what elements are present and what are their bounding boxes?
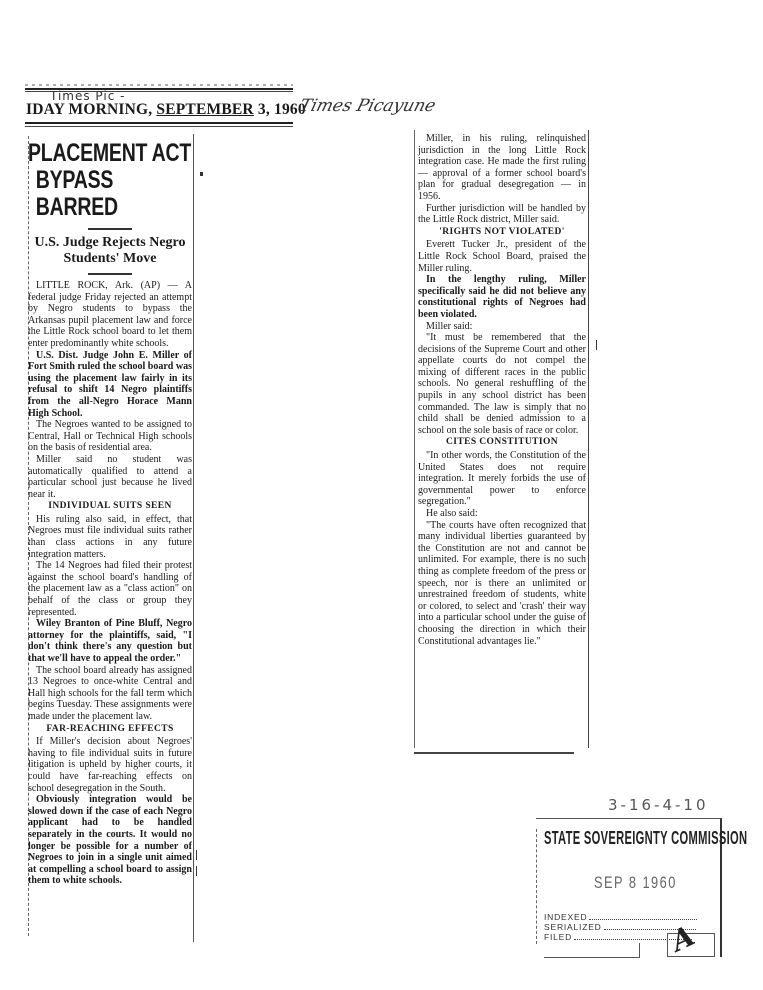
- paragraph: U.S. Dist. Judge John E. Miller of Fort Smith ruled the school board was using the placement law fairly in its refusal to shift 14 Negro plaintiffs from the all-Negro Horace Mann High School.: [28, 349, 192, 419]
- paragraph: Miller said no student was automatically qualified to attend a particular school just because he lived near it.: [28, 453, 192, 500]
- paragraph: LITTLE ROCK, Ark. (AP) — A federal judge Friday rejected an attempt by Negro students to bypass the Arkansas pupil placement law and force the Little Rock school board to let them enter predominantly white schools.: [28, 280, 192, 349]
- margin-mark: [196, 850, 197, 860]
- dateline-rest: 3, 1960: [257, 101, 306, 118]
- paragraph: Everett Tucker Jr., president of the Little Rock School Board, praised the Miller ruling.: [418, 239, 586, 274]
- stamp-field-indexed: INDEXED: [544, 912, 697, 922]
- headline-line-1: PLACEMENT ACT: [28, 139, 192, 167]
- paragraph: Further jurisdiction will be handled by the Little Rock district, Miller said.: [418, 202, 586, 226]
- headline-divider: [88, 228, 132, 230]
- paragraph: Miller, in his ruling, relinquished jurisdiction in the long Little Rock integration case. He made the first ruling — approval of a former school board's plan for gradual desegregation — in 1956.: [418, 133, 586, 202]
- handwritten-initials: A: [666, 918, 700, 959]
- paragraph: In the lengthy ruling, Miller specifically said he did not believe any constitutional rights of Negroes had been violated.: [418, 274, 586, 320]
- article-right-column: [418, 133, 586, 647]
- right-column-body: [418, 133, 586, 647]
- paragraph: "It must be remembered that the decisions of the Supreme Court and other appellate courts do not compel the mixing of different races in the public schools. No general reshuffling of the pupils in any school district has been commanded. The law is simply that no child shall be denied admission to a school on the sole basis of race or color.: [418, 332, 586, 436]
- paragraph: Miller said:: [426, 320, 473, 332]
- paragraph: Obviously integration would be slowed down if the case of each Negro applicant had to be handled separately in the courts. It would no longer be possible for a number of Negroes to join in a single unit aimed at compelling a school board to assign them to white schools.: [28, 794, 192, 887]
- stamp-left-border: [536, 829, 537, 944]
- paragraph: "In other words, the Constitution of the United States does not require integration. It merely forbids the use of governmental power to enforce segregation.": [418, 450, 586, 508]
- stamp-date: SEP 8 1960: [594, 873, 677, 892]
- paragraph: He also said:: [426, 508, 478, 519]
- article-left-column: [28, 140, 192, 887]
- paragraph: "The courts have often recognized that many individual liberties guaranteed by the Constitution are not and cannot be unlimited. For example, there is no such thing as complete freedom of the press or speech, nor is there an unlimited or unrestrained freedom of students, white or colored, to select and 'crash' their way into a particular school under the guise of choosing the direction in which their Constitutional advantages lie.": [418, 519, 586, 647]
- masthead-bottom-rule: [25, 122, 293, 124]
- paragraph: Wiley Branton of Pine Bluff, Negro attorney for the plaintiffs, said, "I don't think there's any question but that we'll have to appeal the order.": [28, 618, 192, 664]
- stamp-field-filed: FILED: [544, 932, 697, 942]
- subhead-divider: [88, 273, 132, 275]
- margin-mark: [196, 866, 197, 876]
- right-column-bottom-rule: [414, 752, 574, 754]
- stamp-title: STATE SOVEREIGNTY COMMISSION: [544, 828, 748, 848]
- stamp-box: [544, 943, 640, 958]
- paragraph: If Miller's decision about Negroes' having to file individual suits in future litigation is upheld by higher courts, it could have far-reaching effects on school desegregation in the South.: [28, 736, 192, 794]
- paragraph: The Negroes wanted to be assigned to Central, Hall or Technical High schools on the basis of residential area.: [28, 419, 192, 454]
- masthead-bottom-rule-thin: [25, 126, 293, 127]
- section-heading: 'RIGHTS NOT VIOLATED': [439, 226, 565, 237]
- left-column-body: [28, 280, 192, 887]
- stamp-field-serialized: SERIALIZED: [544, 922, 697, 932]
- dateline-month: SEPTEMBER: [156, 101, 254, 118]
- section-heading: CITES CONSTITUTION: [446, 437, 558, 448]
- handwritten-source: Times Picayune: [297, 96, 438, 116]
- left-column-right-border: [193, 134, 194, 942]
- subhead: U.S. Judge Rejects Negro Students' Move: [34, 235, 186, 266]
- section-heading: INDIVIDUAL SUITS SEEN: [48, 501, 172, 512]
- dateline: [26, 101, 306, 119]
- section-heading: FAR-REACHING EFFECTS: [46, 723, 174, 734]
- paragraph: The 14 Negroes had filed their protest against the school board's handling of the placement law as a "class action" on behalf of the class or group they represented.: [28, 560, 192, 618]
- paragraph: His ruling also said, in effect, that Negroes must file individual suits rather than class actions in any future integration matters.: [28, 513, 192, 560]
- masthead-dotted-rule: [25, 84, 293, 86]
- headline: [28, 140, 192, 221]
- right-column-right-border: [588, 130, 589, 748]
- margin-mark: [596, 340, 597, 350]
- paragraph: The school board already has assigned 13 Negroes to once-white Central and Hall high schools for the fall term which begins Tuesday. These assignments were made under the placement law.: [28, 664, 192, 722]
- right-column-left-border: [414, 130, 415, 748]
- handwritten-file-number: 3-16-4-10: [608, 796, 709, 814]
- dateline-prefix: IDAY MORNING,: [26, 101, 153, 118]
- headline-line-2: BYPASS BARRED: [35, 166, 118, 221]
- margin-mark: [200, 172, 203, 176]
- handwritten-label: Times Pic -: [50, 89, 126, 103]
